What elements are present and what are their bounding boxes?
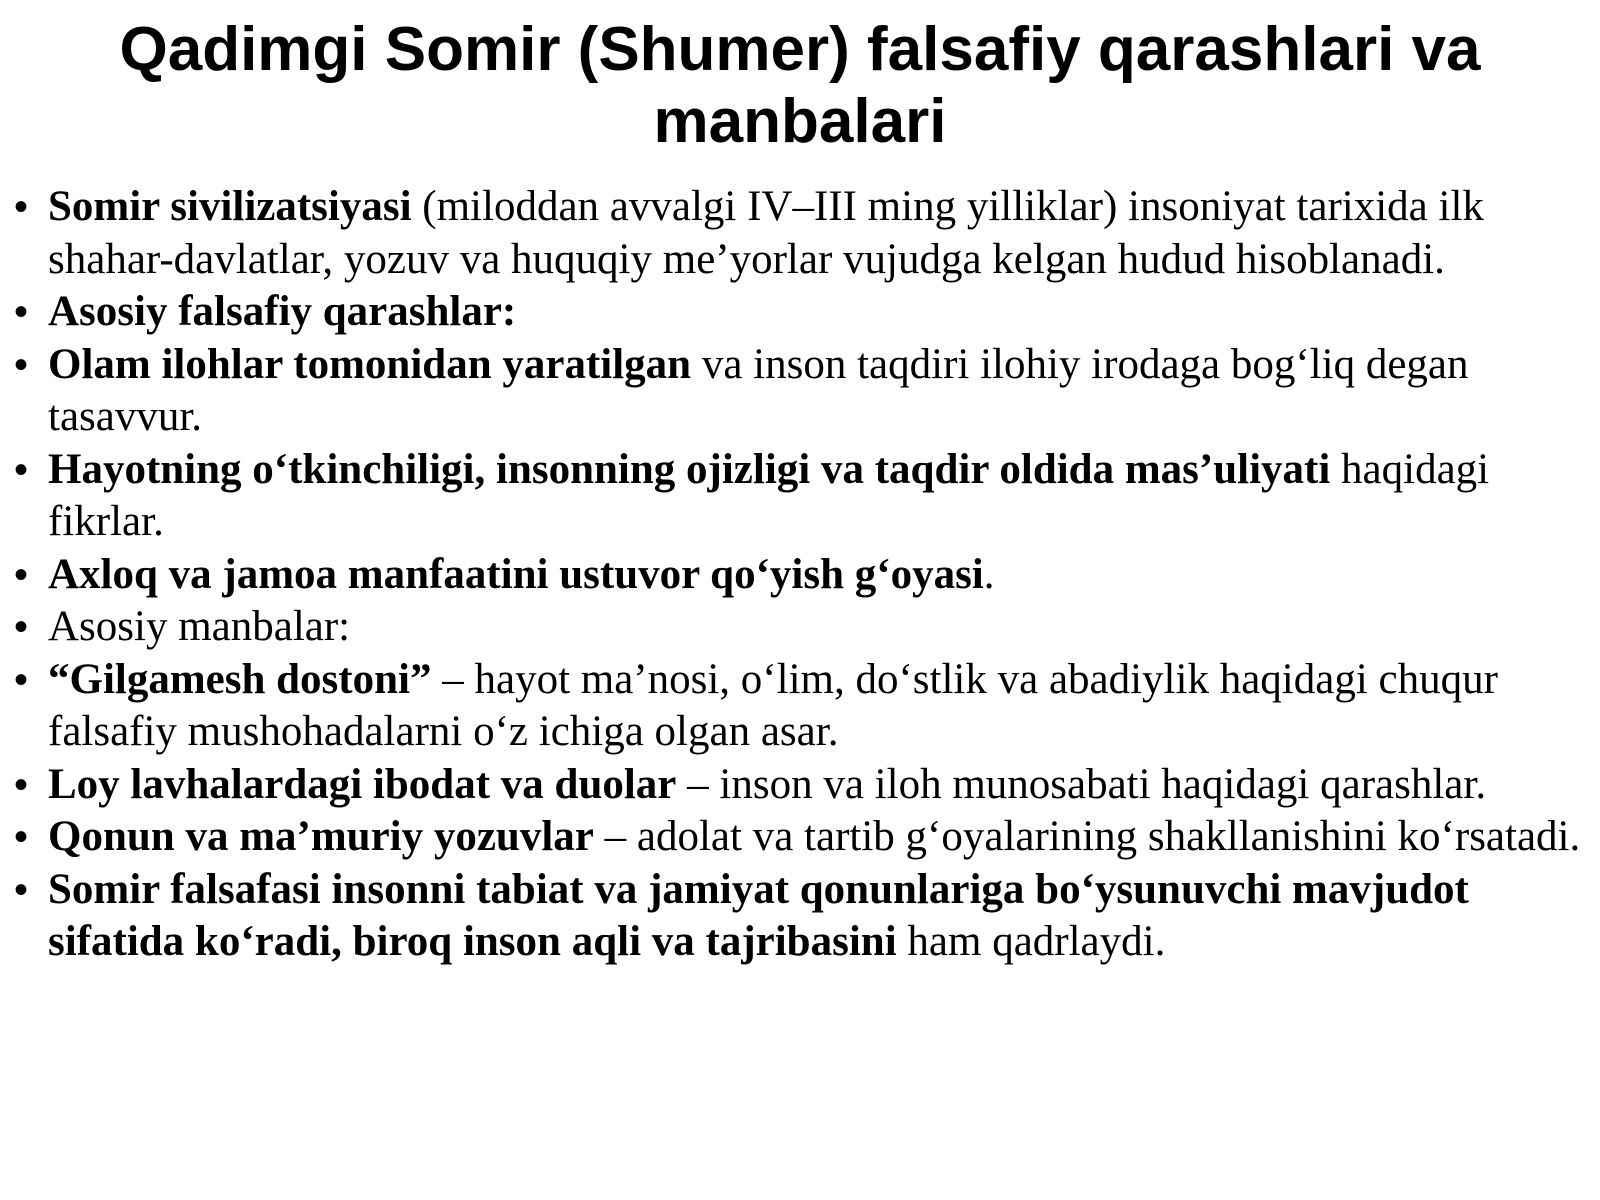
bullet-icon: • <box>14 762 29 807</box>
bullet-text: – adolat va tartib g‘oyalarining shakllanishini ko‘rsatadi. <box>593 813 1581 860</box>
list-item <box>0 759 1585 812</box>
bullet-icon: • <box>14 342 29 387</box>
bullet-bold-text: Hayotning o‘tkinchiligi, insonning ojizligi va taqdir oldida mas’uliyati <box>48 445 1331 493</box>
bullet-text: haqidagi fikrlar. <box>48 445 1490 545</box>
bullet-icon: • <box>14 605 29 649</box>
bullet-bold-text: Asosiy falsafiy qarashlar: <box>48 288 517 335</box>
bullet-icon: • <box>14 867 29 912</box>
bullet-bold-text: Loy lavhalardagi ibodat va duolar <box>48 760 677 808</box>
page-title: Qadimgi Somir (Shumer) falsafiy qarashlari va manbalari <box>119 15 1481 156</box>
bullet-text: – hayot ma’nosi, o‘lim, do‘stlik va abadiylik haqidagi chuqur falsafiy mushohadalarni o‘z ichiga olgan asar. <box>48 655 1498 755</box>
list-item <box>0 864 1585 969</box>
list-item <box>0 444 1585 549</box>
bullet-icon: • <box>14 552 29 597</box>
bullet-icon: • <box>14 657 29 702</box>
list-item <box>0 339 1585 444</box>
bullet-bold-text: Axloq va jamoa manfaatini ustuvor qo‘yish g‘oyasi <box>48 550 984 598</box>
bullet-bold-text: Somir falsafasi insonni tabiat va jamiyat qonunlariga bo‘ysunuvchi mavjudot sifatida ko‘radi, biroq inson aqli va tajribasini <box>48 865 1469 965</box>
list-item <box>0 654 1585 759</box>
list-item <box>0 286 1585 339</box>
bullet-text: Asosiy manbalar: <box>48 603 351 650</box>
bullet-bold-text: Qonun va ma’muriy yozuvlar <box>48 813 594 860</box>
bullet-icon: • <box>14 290 29 334</box>
bullet-icon: • <box>14 447 29 492</box>
bullet-icon: • <box>14 185 29 229</box>
bullet-text: ham qadrlaydi. <box>896 918 1166 965</box>
list-item <box>0 181 1585 286</box>
list-item <box>0 811 1585 864</box>
bullet-bold-text: “Gilgamesh dostoni” <box>48 655 432 703</box>
bullet-text: – inson va iloh munosabati haqidagi qarashlar. <box>676 760 1487 808</box>
bullet-bold-text: Somir sivilizatsiyasi <box>48 183 412 230</box>
list-item <box>0 549 1585 602</box>
list-item <box>0 601 1585 654</box>
bullet-text: (miloddan avvalgi IV–III ming yilliklar) insoniyat tarixida ilk shahar-davlatlar, yozuv va huquqiy me’yorlar vujudga kelgan hudud hisoblanadi. <box>48 183 1484 283</box>
bullet-text: va inson taqdiri ilohiy irodaga bog‘liq degan tasavvur. <box>48 340 1469 440</box>
bullet-icon: • <box>14 815 29 859</box>
bullet-list <box>0 181 1585 969</box>
bullet-bold-text: Olam ilohlar tomonidan yaratilgan <box>48 340 692 388</box>
bullet-text: . <box>983 550 995 598</box>
